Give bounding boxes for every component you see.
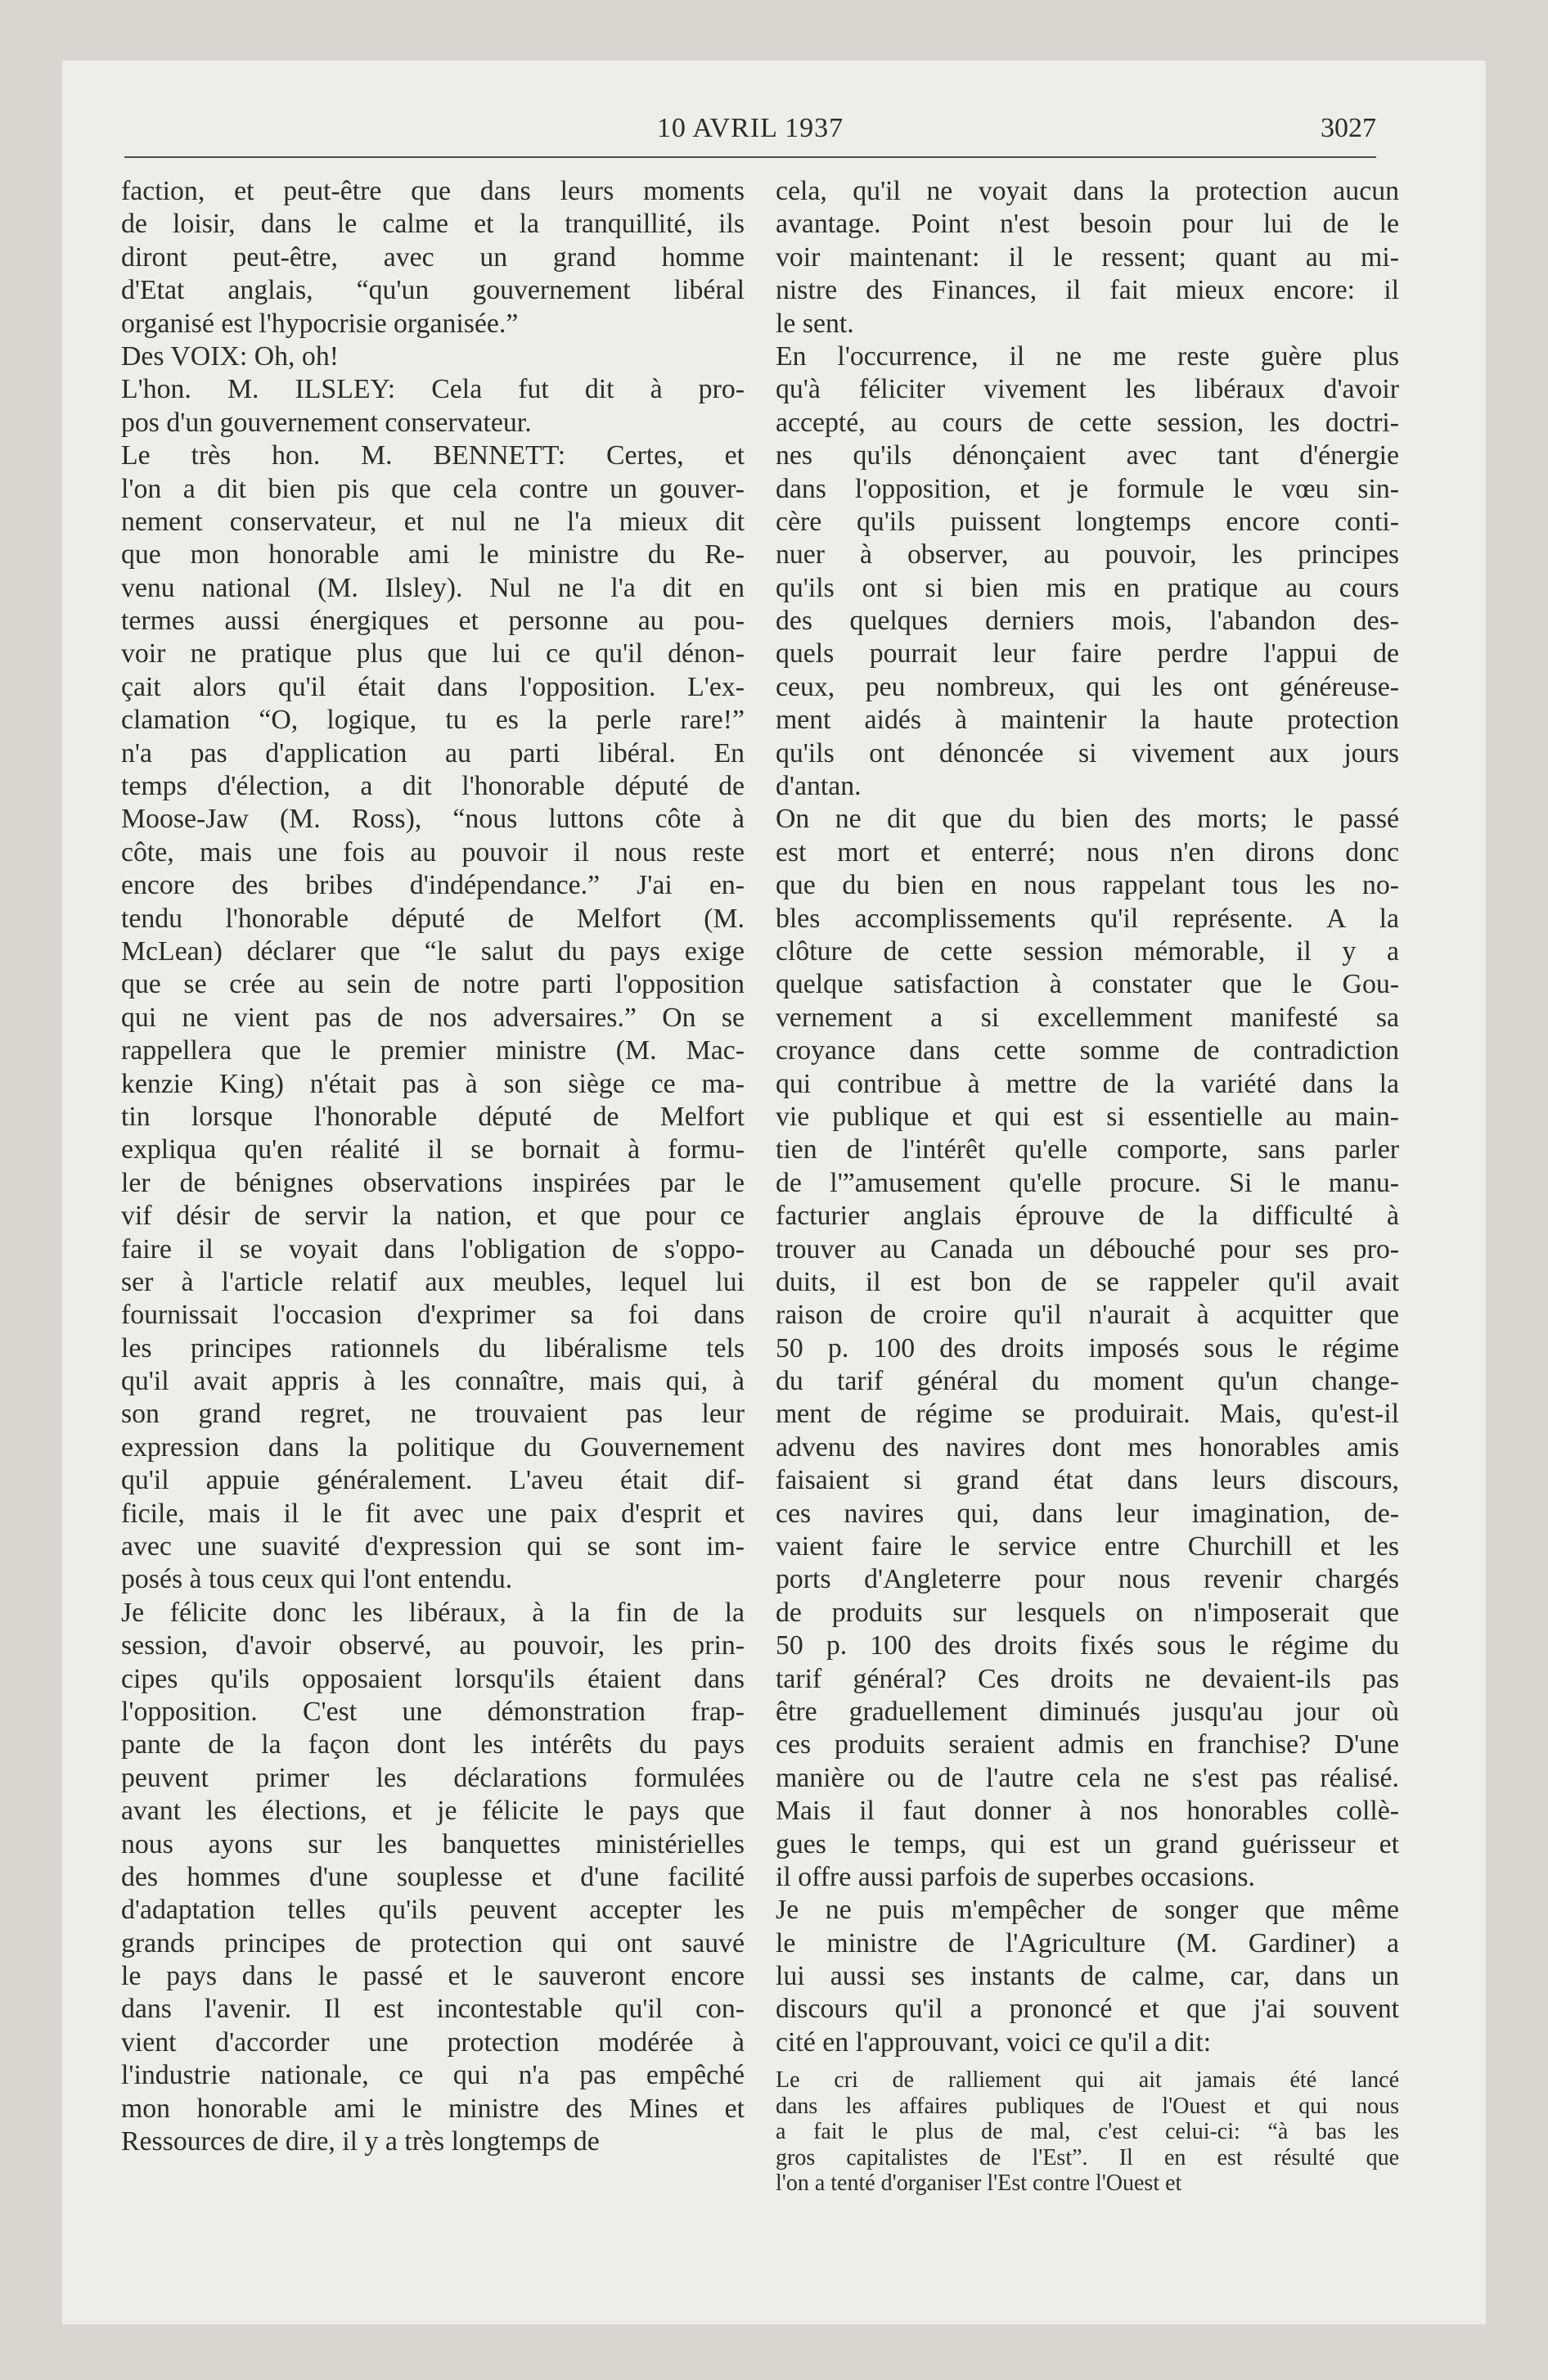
text-line: tendu l'honorable député de Melfort (M.	[121, 903, 745, 934]
text-line: tien de l'intérêt qu'elle comporte, sans parler	[776, 1134, 1399, 1165]
text-line: trouver au Canada un débouché pour ses pro-	[776, 1233, 1399, 1264]
text-line: nes qu'ils dénonçaient avec tant d'énergie	[776, 440, 1399, 471]
header-date: 10 AVRIL 1937	[656, 113, 844, 143]
text-line: être graduellement diminués jusqu'au jour où	[776, 1696, 1399, 1727]
text-line: qu'il avait appris à les connaître, mais qui, à	[121, 1366, 745, 1397]
text-line: Le très hon. M. BENNETT: Certes, et	[121, 440, 745, 471]
text-line: lui aussi ses instants de calme, car, dans un	[776, 1961, 1399, 1992]
quote-line: l'on a tenté d'organiser l'Est contre l'Ouest et	[776, 2170, 1182, 2197]
text-line: l'on a dit bien pis que cela contre un gouver-	[121, 473, 745, 504]
text-line: L'hon. M. ILSLEY: Cela fut dit à pro-	[121, 374, 745, 405]
text-line: faire il se voyait dans l'obligation de s'oppo-	[121, 1233, 745, 1264]
text-line: ser à l'article relatif aux meubles, lequel lui	[121, 1266, 745, 1297]
quote-line: dans les affaires publiques de l'Ouest et qui nous	[776, 2093, 1399, 2119]
text-line: croyance dans cette somme de contradiction	[776, 1035, 1399, 1066]
quote-line: Le cri de ralliement qui ait jamais été lancé	[776, 2067, 1399, 2094]
text-line: raison de croire qu'il n'aurait à acquitter que	[776, 1300, 1399, 1331]
text-line: ler de bénignes observations inspirées par le	[121, 1167, 745, 1198]
paragraph	[776, 803, 1399, 1894]
text-line: de produits sur lesquels on n'imposerait que	[776, 1597, 1399, 1628]
text-line: nement conservateur, et nul ne l'a mieux dit	[121, 506, 745, 537]
text-line: bles accomplissements qu'il représente. A la	[776, 903, 1399, 934]
text-line: venu national (M. Ilsley). Nul ne l'a dit en	[121, 572, 745, 603]
text-line: cité en l'approuvant, voici ce qu'il a dit:	[776, 2026, 1212, 2058]
text-line: encore des bribes d'indépendance.” J'ai en-	[121, 870, 745, 901]
text-line: qu'à féliciter vivement les libéraux d'avoir	[776, 374, 1399, 405]
paragraph	[776, 1894, 1399, 2059]
text-line: du tarif général du moment qu'un change-	[776, 1366, 1399, 1397]
text-line: tarif général? Ces droits ne devaient-ils pas	[776, 1663, 1399, 1694]
text-line: nistre des Finances, il fait mieux encore: il	[776, 275, 1399, 306]
text-line: voir ne pratique plus que lui ce qu'il dénon-	[121, 638, 745, 669]
text-line: des quelques derniers mois, l'abandon des-	[776, 606, 1399, 637]
left-column	[121, 175, 745, 2158]
text-line: ment de régime se produirait. Mais, qu'est-il	[776, 1399, 1399, 1430]
text-line: il offre aussi parfois de superbes occasions.	[776, 1861, 1255, 1892]
text-line: pos d'un gouvernement conservateur.	[121, 407, 532, 438]
text-line: qu'ils ont si bien mis en pratique au cours	[776, 572, 1399, 603]
text-line: peuvent primer les déclarations formulées	[121, 1762, 745, 1793]
text-line: est mort et enterré; nous n'en dirons donc	[776, 836, 1399, 868]
text-line: que se crée au sein de notre parti l'opposition	[121, 969, 745, 1000]
text-line: des hommes d'une souplesse et d'une facilité	[121, 1861, 745, 1892]
text-line: ficile, mais il le fit avec une paix d'esprit et	[121, 1498, 745, 1529]
text-line: grands principes de protection qui ont sauvé	[121, 1927, 745, 1959]
text-line: Moose-Jaw (M. Ross), “nous luttons côte à	[121, 804, 745, 835]
text-line: d'adaptation telles qu'ils peuvent accepter les	[121, 1895, 745, 1926]
paragraph	[121, 439, 745, 1597]
text-line: Mais il faut donner à nos honorables collè-	[776, 1796, 1399, 1827]
text-line: kenzie King) n'était pas à son siège ce ma-	[121, 1068, 745, 1099]
text-line: organisé est l'hypocrisie organisée.”	[121, 308, 519, 339]
text-line: qu'il appuie généralement. L'aveu était dif-	[121, 1465, 745, 1496]
text-line: d'Etat anglais, “qu'un gouvernement libéral	[121, 275, 745, 306]
text-line: manière ou de l'autre cela ne s'est pas réalisé.	[776, 1762, 1399, 1793]
text-line: Ressources de dire, il y a très longtemps de	[121, 2126, 600, 2157]
paragraph	[121, 340, 745, 373]
text-line: clamation “O, logique, tu es la perle rare!”	[121, 705, 745, 736]
text-line: son grand regret, ne trouvaient pas leur	[121, 1399, 745, 1430]
text-line: qui ne vient pas de nos adversaires.” On se	[121, 1002, 745, 1033]
text-line: pante de la façon dont les intérêts du pays	[121, 1729, 745, 1760]
text-line: facturier anglais éprouve de la difficulté à	[776, 1201, 1399, 1232]
paragraph	[121, 373, 745, 439]
quote-line: gros capitalistes de l'Est”. Il en est résulté que	[776, 2144, 1399, 2170]
text-line: qui contribue à mettre de la variété dans la	[776, 1068, 1399, 1099]
text-line: 50 p. 100 des droits fixés sous le régime du	[776, 1630, 1399, 1661]
text-line: duits, il est bon de se rappeler qu'il avait	[776, 1266, 1399, 1297]
text-line: ports d'Angleterre pour nous revenir chargés	[776, 1564, 1399, 1595]
text-line: dans l'opposition, et je formule le vœu sin-	[776, 473, 1399, 504]
text-line: fournissait l'occasion d'exprimer sa foi dans	[121, 1300, 745, 1331]
text-line: que mon honorable ami le ministre du Re-	[121, 539, 745, 570]
header-rule	[124, 156, 1376, 158]
text-line: cela, qu'il ne voyait dans la protection aucun	[776, 176, 1399, 206]
text-line: Je félicite donc les libéraux, à la fin de la	[121, 1597, 745, 1628]
text-line: qu'ils ont dénoncée si vivement aux jours	[776, 737, 1399, 769]
text-line: gues le temps, qui est un grand guérisseur et	[776, 1828, 1399, 1859]
paragraph	[776, 175, 1399, 340]
quotation-block	[776, 2067, 1399, 2197]
text-line: le pays dans le passé et le sauveront encore	[121, 1961, 745, 1992]
text-line: les principes rationnels du libéralisme tels	[121, 1332, 745, 1364]
text-line: diront peut-être, avec un grand homme	[121, 241, 745, 273]
text-line: ment aidés à maintenir la haute protection	[776, 705, 1399, 736]
text-line: mon honorable ami le ministre des Mines et	[121, 2093, 745, 2124]
text-line: expliqua qu'en réalité il se bornait à formu-	[121, 1134, 745, 1165]
text-line: vif désir de servir la nation, et que pour ce	[121, 1201, 745, 1232]
text-line: avec une suavité d'expression qui se sont im-	[121, 1531, 745, 1562]
text-line: ces produits seraient admis en franchise? D'une	[776, 1729, 1399, 1760]
text-line: dans l'avenir. Il est incontestable qu'il con-	[121, 1994, 745, 2025]
text-line: çait alors qu'il était dans l'opposition. L'ex-	[121, 671, 745, 702]
text-line: faisaient si grand état dans leurs discours,	[776, 1465, 1399, 1496]
text-line: l'industrie nationale, ce qui n'a pas empêché	[121, 2060, 745, 2091]
text-line: cipes qu'ils opposaient lorsqu'ils étaient dans	[121, 1663, 745, 1694]
text-line: vie publique et qui est si essentielle au main-	[776, 1101, 1399, 1132]
text-line: cère qu'ils puissent longtemps encore conti-	[776, 506, 1399, 537]
text-line: le sent.	[776, 308, 854, 339]
paragraph	[776, 340, 1399, 803]
text-line: voir maintenant: il le ressent; quant au mi-	[776, 241, 1399, 273]
text-line: l'opposition. C'est une démonstration frap-	[121, 1696, 745, 1727]
right-column-paragraphs	[776, 175, 1399, 2059]
paragraph	[121, 1597, 745, 2159]
text-line: temps d'élection, a dit l'honorable député de	[121, 771, 745, 802]
text-line: McLean) déclarer que “le salut du pays exige	[121, 935, 745, 967]
text-line: termes aussi énergiques et personne au pou-	[121, 606, 745, 637]
text-line: quels pourrait leur faire perdre l'appui de	[776, 638, 1399, 669]
page-number: 3027	[1321, 113, 1376, 143]
text-line: vernement a si excellemment manifesté sa	[776, 1002, 1399, 1033]
text-line: accepté, au cours de cette session, les doctri-	[776, 407, 1399, 438]
text-line: que du bien en nous rappelant tous les no-	[776, 870, 1399, 901]
paragraph	[121, 175, 745, 340]
quote-line: a fait le plus de mal, c'est celui-ci: “à bas les	[776, 2119, 1399, 2145]
text-line: Des VOIX: Oh, oh!	[121, 340, 339, 372]
text-line: vaient faire le service entre Churchill et les	[776, 1531, 1399, 1562]
text-line: expression dans la politique du Gouvernement	[121, 1431, 745, 1463]
text-line: On ne dit que du bien des morts; le passé	[776, 804, 1399, 835]
page-header	[124, 113, 1376, 146]
text-line: faction, et peut-être que dans leurs moments	[121, 176, 745, 206]
text-line: de loisir, dans le calme et la tranquillité, ils	[121, 209, 745, 240]
text-line: posés à tous ceux qui l'ont entendu.	[121, 1564, 513, 1595]
text-line: advenu des navires dont mes honorables amis	[776, 1431, 1399, 1463]
text-line: 50 p. 100 des droits imposés sous le régime	[776, 1332, 1399, 1364]
text-line: d'antan.	[776, 771, 862, 802]
right-column	[776, 175, 1399, 2197]
text-line: avantage. Point n'est besoin pour lui de le	[776, 209, 1399, 240]
text-line: avant les élections, et je félicite le pays que	[121, 1796, 745, 1827]
text-line: clôture de cette session mémorable, il y a	[776, 935, 1399, 967]
text-line: ceux, peu nombreux, qui les ont généreuse-	[776, 671, 1399, 702]
text-line: Je ne puis m'empêcher de songer que même	[776, 1895, 1399, 1926]
text-line: session, d'avoir observé, au pouvoir, les prin-	[121, 1630, 745, 1661]
text-line: rappellera que le premier ministre (M. Mac-	[121, 1035, 745, 1066]
text-line: discours qu'il a prononcé et que j'ai souvent	[776, 1994, 1399, 2025]
text-line: En l'occurrence, il ne me reste guère plus	[776, 340, 1399, 372]
text-line: nuer à observer, au pouvoir, les principes	[776, 539, 1399, 570]
text-line: vient d'accorder une protection modérée à	[121, 2026, 745, 2058]
text-line: n'a pas d'application au parti libéral. En	[121, 737, 745, 769]
text-line: côte, mais une fois au pouvoir il nous reste	[121, 836, 745, 868]
text-line: quelque satisfaction à constater que le Gou-	[776, 969, 1399, 1000]
text-line: le ministre de l'Agriculture (M. Gardiner) a	[776, 1927, 1399, 1959]
text-line: nous ayons sur les banquettes ministérielles	[121, 1828, 745, 1859]
text-line: tin lorsque l'honorable député de Melfort	[121, 1101, 745, 1132]
text-line: de l'”amusement qu'elle procure. Si le manu-	[776, 1167, 1399, 1198]
text-line: ces navires qui, dans leur imagination, de-	[776, 1498, 1399, 1529]
